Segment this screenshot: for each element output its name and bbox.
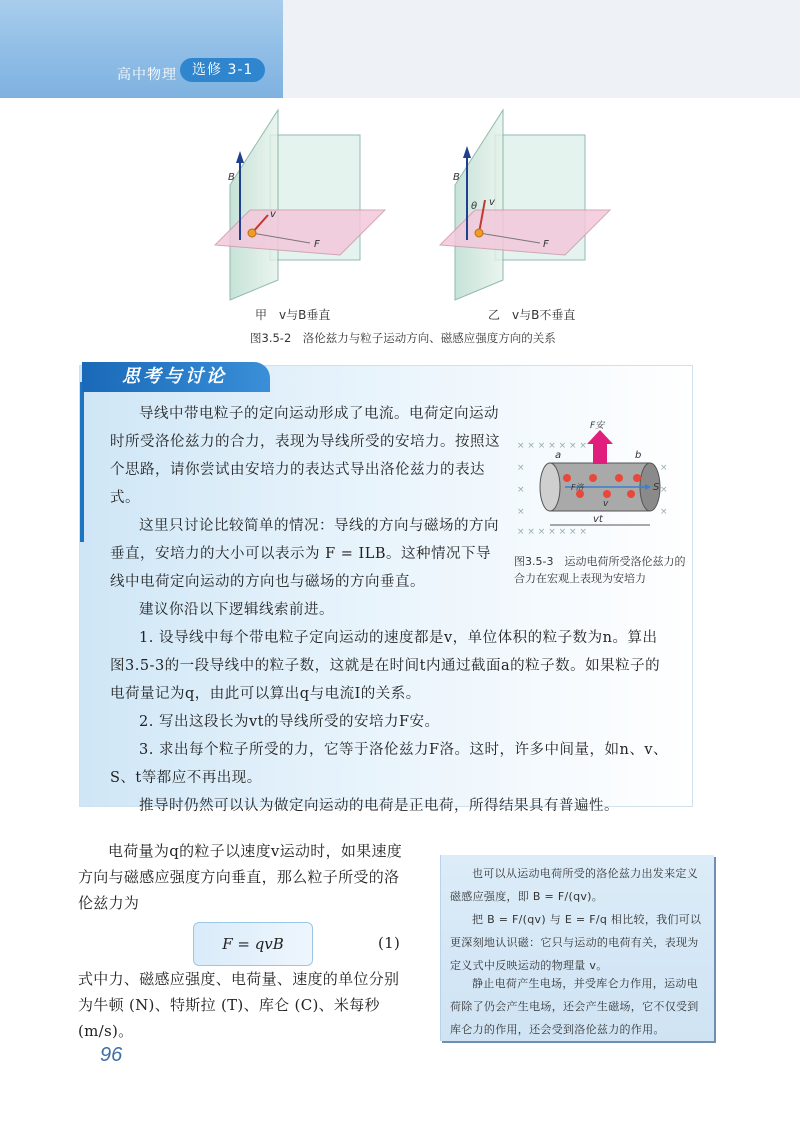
svg-text:×: × (660, 463, 668, 473)
main-paragraph-1: 电荷量为q的粒子以速度v运动时，如果速度方向与磁感应强度方向垂直，那么粒子所受的洛伦兹力为 (78, 842, 403, 912)
think-box-accent-bar (80, 382, 84, 542)
svg-text:×: × (517, 507, 525, 517)
svg-text:×: × (517, 463, 525, 473)
header-volume-badge: 选修 3-1 (180, 58, 265, 82)
svg-text:× × × × × × ×: × × × × × × × (517, 441, 587, 451)
formula-number: (1) (378, 934, 401, 952)
think-paragraph-3: 建议你沿以下逻辑线索前进。 (139, 602, 334, 618)
fig-left-label-v: v (270, 209, 276, 220)
fig3-label-b: b (635, 450, 642, 461)
fig3-label-vt: vt (593, 514, 603, 525)
side-note-line-2: 把 B = F/(qv) 与 E = F/q 相比较，我们可以更深刻地认识磁：它只与运动的电荷有关，表现为定义式中反映运动的物理量 v。 (450, 913, 702, 972)
fig-right-label-b: B (453, 172, 460, 183)
fig-right-label-theta: θ (471, 201, 478, 212)
fig3-label-a: a (555, 450, 562, 461)
figure-sub-label-left: 甲 v与B垂直 (255, 308, 331, 322)
think-paragraph-2: 这里只讨论比较简单的情况：导线的方向与磁场的方向垂直，安培力的大小可以表示为 F = ILB。这种情况下导线中电荷定向运动的方向也与磁场的方向垂直。 (110, 518, 499, 590)
figure-left-diagram (215, 110, 385, 300)
figure-3-5-3-caption: 图3.5-3 运动电荷所受洛伦兹力的合力在宏观上表现为安培力 (514, 555, 686, 585)
fig3-label-fl: F洛 (571, 483, 584, 492)
fig3-label-force: F安 (590, 421, 605, 431)
page-number: 96 (100, 1044, 123, 1066)
fig-right-label-f: F (543, 239, 549, 250)
formula-lorentz: F = qvB (193, 922, 313, 966)
think-paragraph-1: 导线中带电粒子的定向运动形成了电流。电荷定向运动时所受洛伦兹力的合力，表现为导线所受的安培力。按照这个思路，请你尝试由安培力的表达式导出洛伦兹力的表达式。 (110, 406, 500, 506)
think-paragraph-7: 推导时仍然可以认为做定向运动的电荷是正电荷，所得结果具有普遍性。 (139, 798, 619, 814)
side-note-line-3: 静止电荷产生电场，并受库仑力作用，运动电荷除了仍会产生电场，还会产生磁场，它不仅受到库仑力的作用，还会受到洛伦兹力的作用。 (450, 977, 699, 1036)
think-paragraph-5: 2. 写出这段长为vt的导线所受的安培力F安。 (139, 714, 440, 730)
side-note-line-1: 也可以从运动电荷所受的洛伦兹力出发来定义磁感应强度，即 B = F/(qv)。 (450, 867, 698, 903)
figure-right-diagram (440, 110, 610, 300)
svg-text:× × × × × × ×: × × × × × × × (517, 527, 587, 537)
fig-left-label-f: F (314, 239, 320, 250)
think-paragraph-6: 3. 求出每个粒子所受的力，它等于洛伦兹力F洛。这时，许多中间量，如n、v、S、t等都应不再出现。 (110, 742, 669, 786)
fig-left-label-b: B (228, 172, 235, 183)
think-discuss-title: 思考与讨论 (82, 362, 270, 392)
main-paragraph-2: 式中力、磁感应强度、电荷量、速度的单位分别为牛顿 (N)、特斯拉 (T)、库仑 (C)、米每秒 (m/s)。 (78, 970, 400, 1040)
figure-caption: 图3.5-2 洛伦兹力与粒子运动方向、磁感应强度方向的关系 (250, 331, 556, 345)
svg-text:×: × (660, 485, 668, 495)
svg-text:×: × (660, 507, 668, 517)
fig3-label-s: S (653, 482, 660, 493)
figure-3-5-2 (210, 105, 600, 305)
header-book-title: 高中物理 (117, 67, 177, 83)
figure-3-5-3 (515, 421, 675, 555)
fig-right-label-v: v (489, 197, 495, 208)
think-paragraph-4: 1. 设导线中每个带电粒子定向运动的速度都是v，单位体积的粒子数为n。算出图3.5-3的一段导线中的粒子数，这就是在时间t内通过截面a的粒子数。如果粒子的电荷量记为q，由此可以算出q与电流I的关系。 (110, 630, 661, 702)
svg-text:×: × (517, 485, 525, 495)
figure-sub-label-right: 乙 v与B不垂直 (488, 308, 576, 322)
fig3-label-v: v (603, 499, 609, 509)
